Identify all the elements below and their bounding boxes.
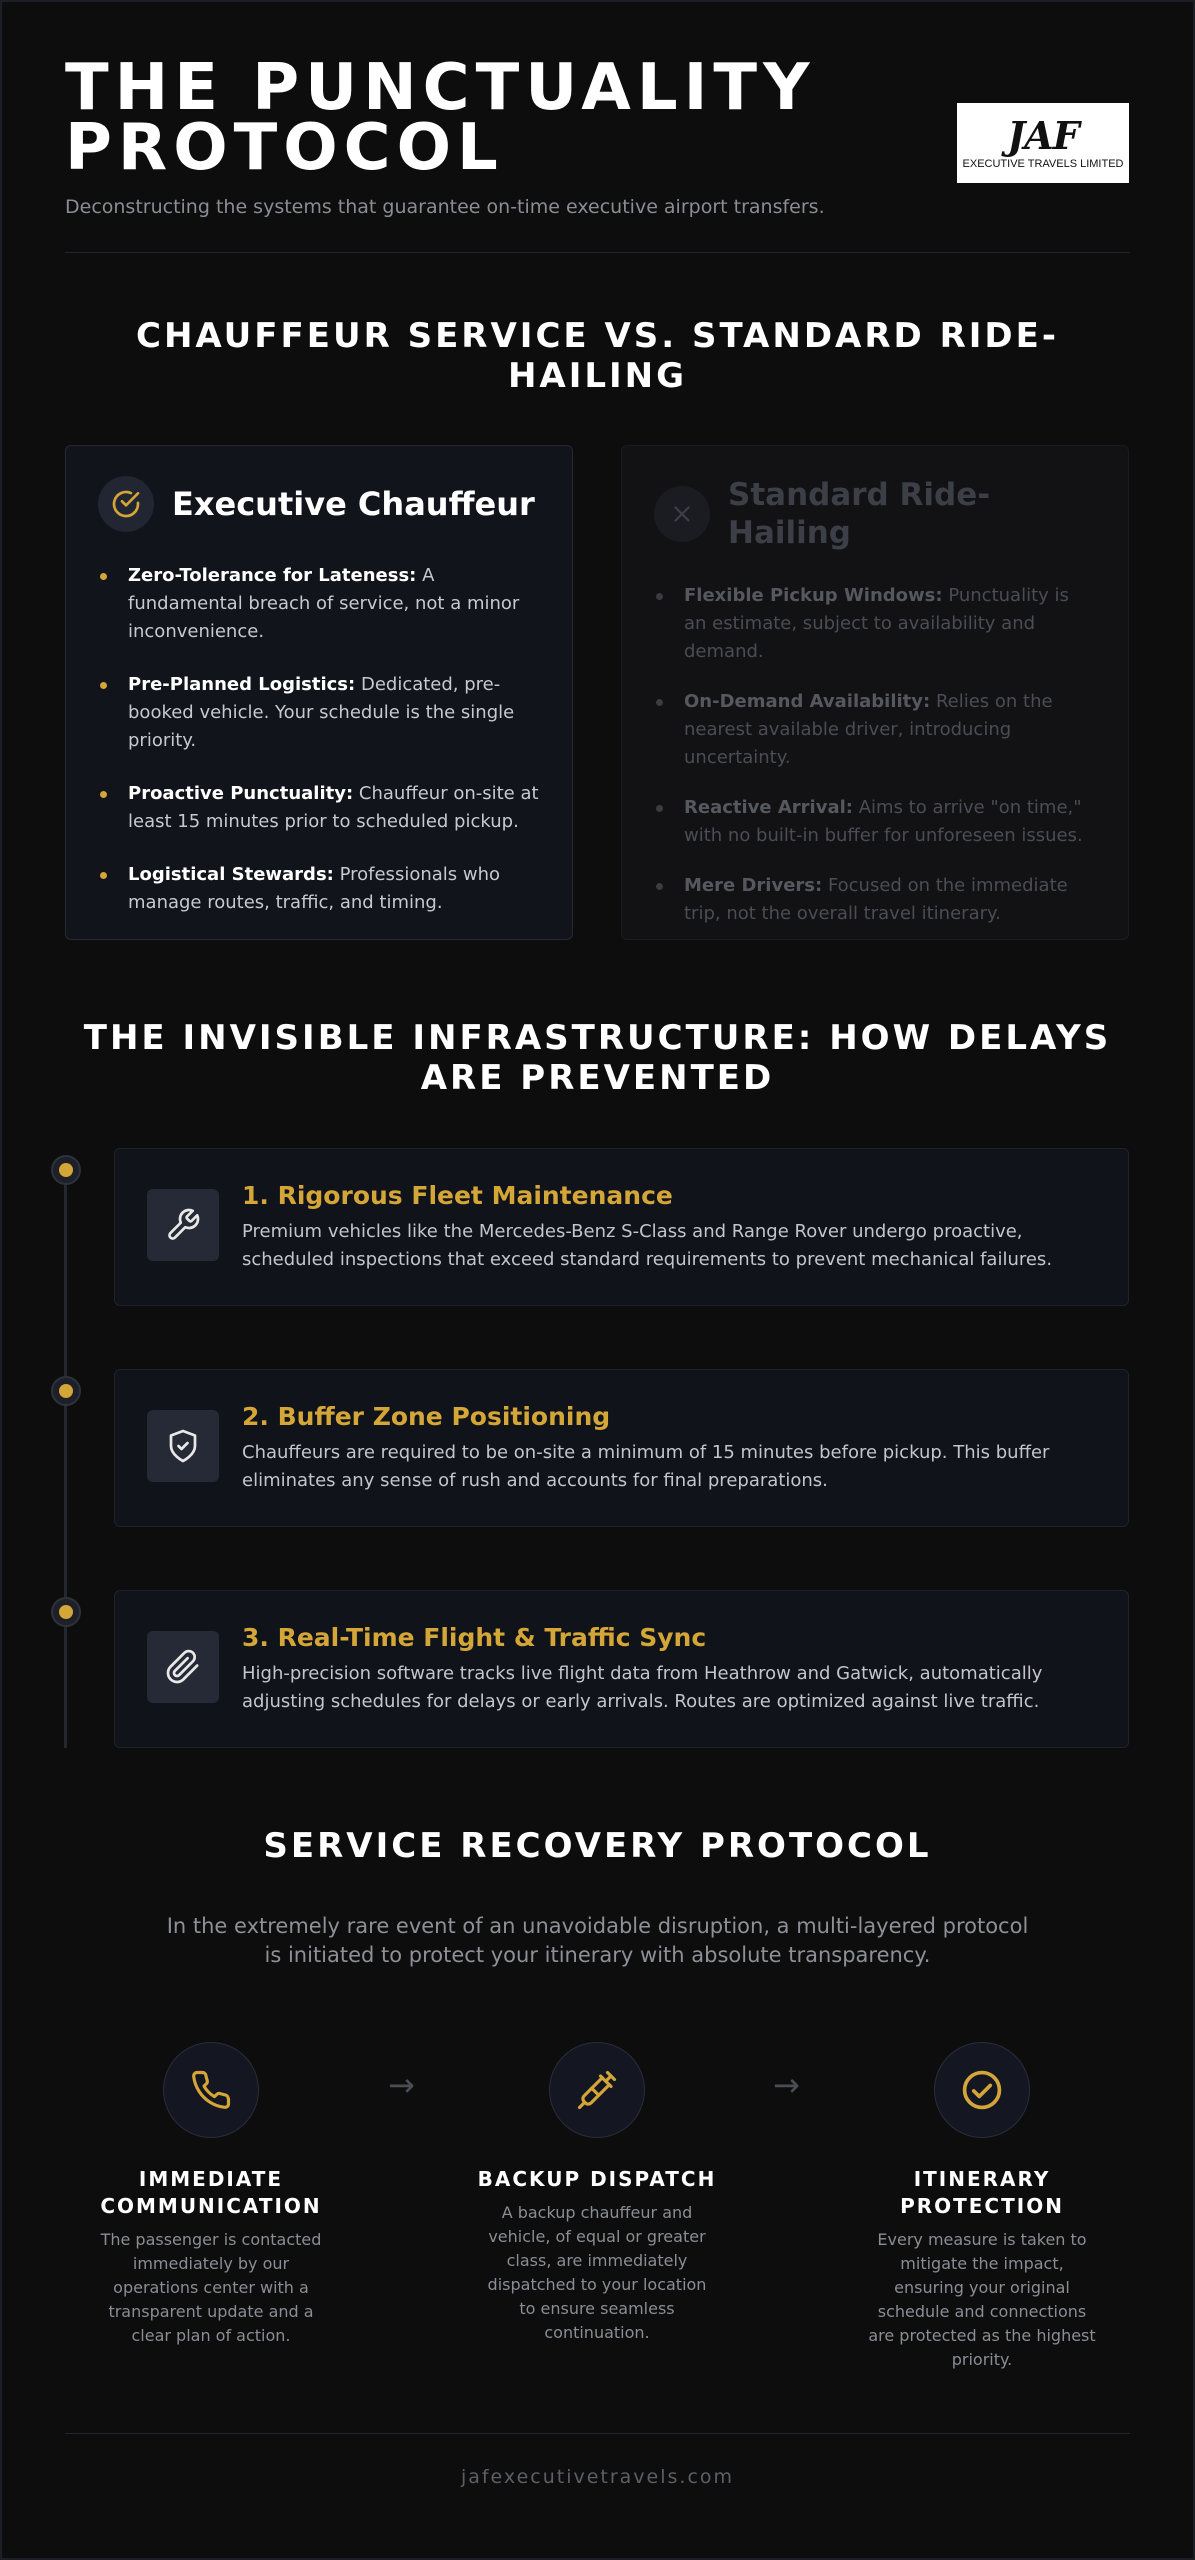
infrastructure-step <box>114 1369 1129 1527</box>
recovery-step <box>91 2042 331 2348</box>
recovery-step-title: IMMEDIATE COMMUNICATION <box>100 2167 322 2218</box>
arrow-right-icon: → <box>388 2066 415 2104</box>
check-circle-icon <box>98 476 154 532</box>
recovery-intro: In the extremely rare event of an unavoidable disruption, a multi-layered protocol is initiated to protect your itinerary with absolute transparency. <box>166 1914 1029 1967</box>
list-item: Logistical Stewards: Professionals who manage routes, traffic, and timing. <box>98 861 540 917</box>
timeline-dot <box>51 1155 81 1185</box>
executive-chauffeur-card <box>65 445 573 940</box>
logo-mark: JAF <box>1007 113 1079 158</box>
timeline-line <box>64 1170 67 1748</box>
step-text: Chauffeurs are required to be on-site a minimum of 15 minutes before pickup. This buffer eliminates any sense of rush and accounts for final preparations. <box>242 1442 1050 1491</box>
phone-icon <box>163 2042 259 2138</box>
recovery-step-text: Every measure is taken to mitigate the impact, ensuring your original schedule and connections are protected as the highest priority. <box>868 2230 1096 2369</box>
company-logo[interactable] <box>957 103 1129 183</box>
x-icon <box>654 486 710 542</box>
recovery-step <box>477 2042 717 2345</box>
arrow-right-icon: → <box>773 2066 800 2104</box>
syringe-icon <box>549 2042 645 2138</box>
step-text: Premium vehicles like the Mercedes-Benz S-Class and Range Rover undergo proactive, scheduled inspections that exceed standard requirements to prevent mechanical failures. <box>242 1221 1053 1270</box>
recovery-step-title: BACKUP DISPATCH <box>477 2167 717 2191</box>
recovery-step-text: A backup chauffeur and vehicle, of equal or greater class, are immediately dispatched to your location to ensure seamless continuation. <box>487 2203 707 2342</box>
list-item: Pre-Planned Logistics: Dedicated, pre-booked vehicle. Your schedule is the single priority. <box>98 671 540 755</box>
step-title: 2. Buffer Zone Positioning <box>242 1402 611 1431</box>
infrastructure-step <box>114 1148 1129 1306</box>
timeline-dot <box>51 1597 81 1627</box>
list-item: Proactive Punctuality: Chauffeur on-site at least 15 minutes prior to scheduled pickup. <box>98 780 540 836</box>
list-item: Flexible Pickup Windows: Punctuality is an estimate, subject to availability and demand. <box>654 582 1096 666</box>
recovery-step-title: ITINERARY PROTECTION <box>900 2167 1064 2218</box>
page-title: THE PUNCTUALITY PROTOCOL <box>65 51 816 185</box>
list-item: Mere Drivers: Focused on the immediate trip, not the overall travel itinerary. <box>654 872 1096 928</box>
wrench-icon <box>147 1189 219 1261</box>
executive-feature-list <box>98 562 540 917</box>
timeline-dot <box>51 1376 81 1406</box>
list-item: Reactive Arrival: Aims to arrive "on time," with no built-in buffer for unforeseen issues. <box>654 794 1096 850</box>
list-item: Zero-Tolerance for Lateness: A fundamental breach of service, not a minor inconvenience. <box>98 562 540 646</box>
infrastructure-section-title: THE INVISIBLE INFRASTRUCTURE: HOW DELAYS ARE PREVENTED <box>83 1018 1112 1098</box>
logo-text: EXECUTIVE TRAVELS LIMITED <box>962 158 1124 170</box>
recovery-step <box>862 2042 1102 2372</box>
recovery-step-text: The passenger is contacted immediately by our operations center with a transparent update and a clear plan of action. <box>100 2230 322 2345</box>
check-circle-icon <box>934 2042 1030 2138</box>
standard-ride-hailing-card <box>621 445 1129 940</box>
paperclip-icon <box>147 1631 219 1703</box>
recovery-section-title: SERVICE RECOVERY PROTOCOL <box>263 1826 932 1866</box>
comparison-section-title: CHAUFFEUR SERVICE VS. STANDARD RIDE-HAILING <box>136 316 1059 396</box>
standard-card-title: Standard Ride-Hailing <box>728 477 991 551</box>
footer-divider <box>65 2433 1130 2434</box>
list-item: On-Demand Availability: Relies on the nearest available driver, introducing uncertainty. <box>654 688 1096 772</box>
header-divider <box>65 252 1130 253</box>
executive-card-title: Executive Chauffeur <box>172 485 535 523</box>
standard-feature-list <box>654 582 1096 928</box>
shield-check-icon <box>147 1410 219 1482</box>
page-subtitle: Deconstructing the systems that guarantee on-time executive airport transfers. <box>65 196 825 218</box>
infrastructure-step <box>114 1590 1129 1748</box>
step-title: 1. Rigorous Fleet Maintenance <box>242 1181 673 1210</box>
step-title: 3. Real-Time Flight & Traffic Sync <box>242 1623 707 1652</box>
footer-website-link[interactable]: jafexecutivetravels.com <box>460 2466 735 2488</box>
step-text: High-precision software tracks live flight data from Heathrow and Gatwick, automatically adjusting schedules for delays or early arrivals. Routes are optimized against live traffic. <box>242 1663 1043 1712</box>
